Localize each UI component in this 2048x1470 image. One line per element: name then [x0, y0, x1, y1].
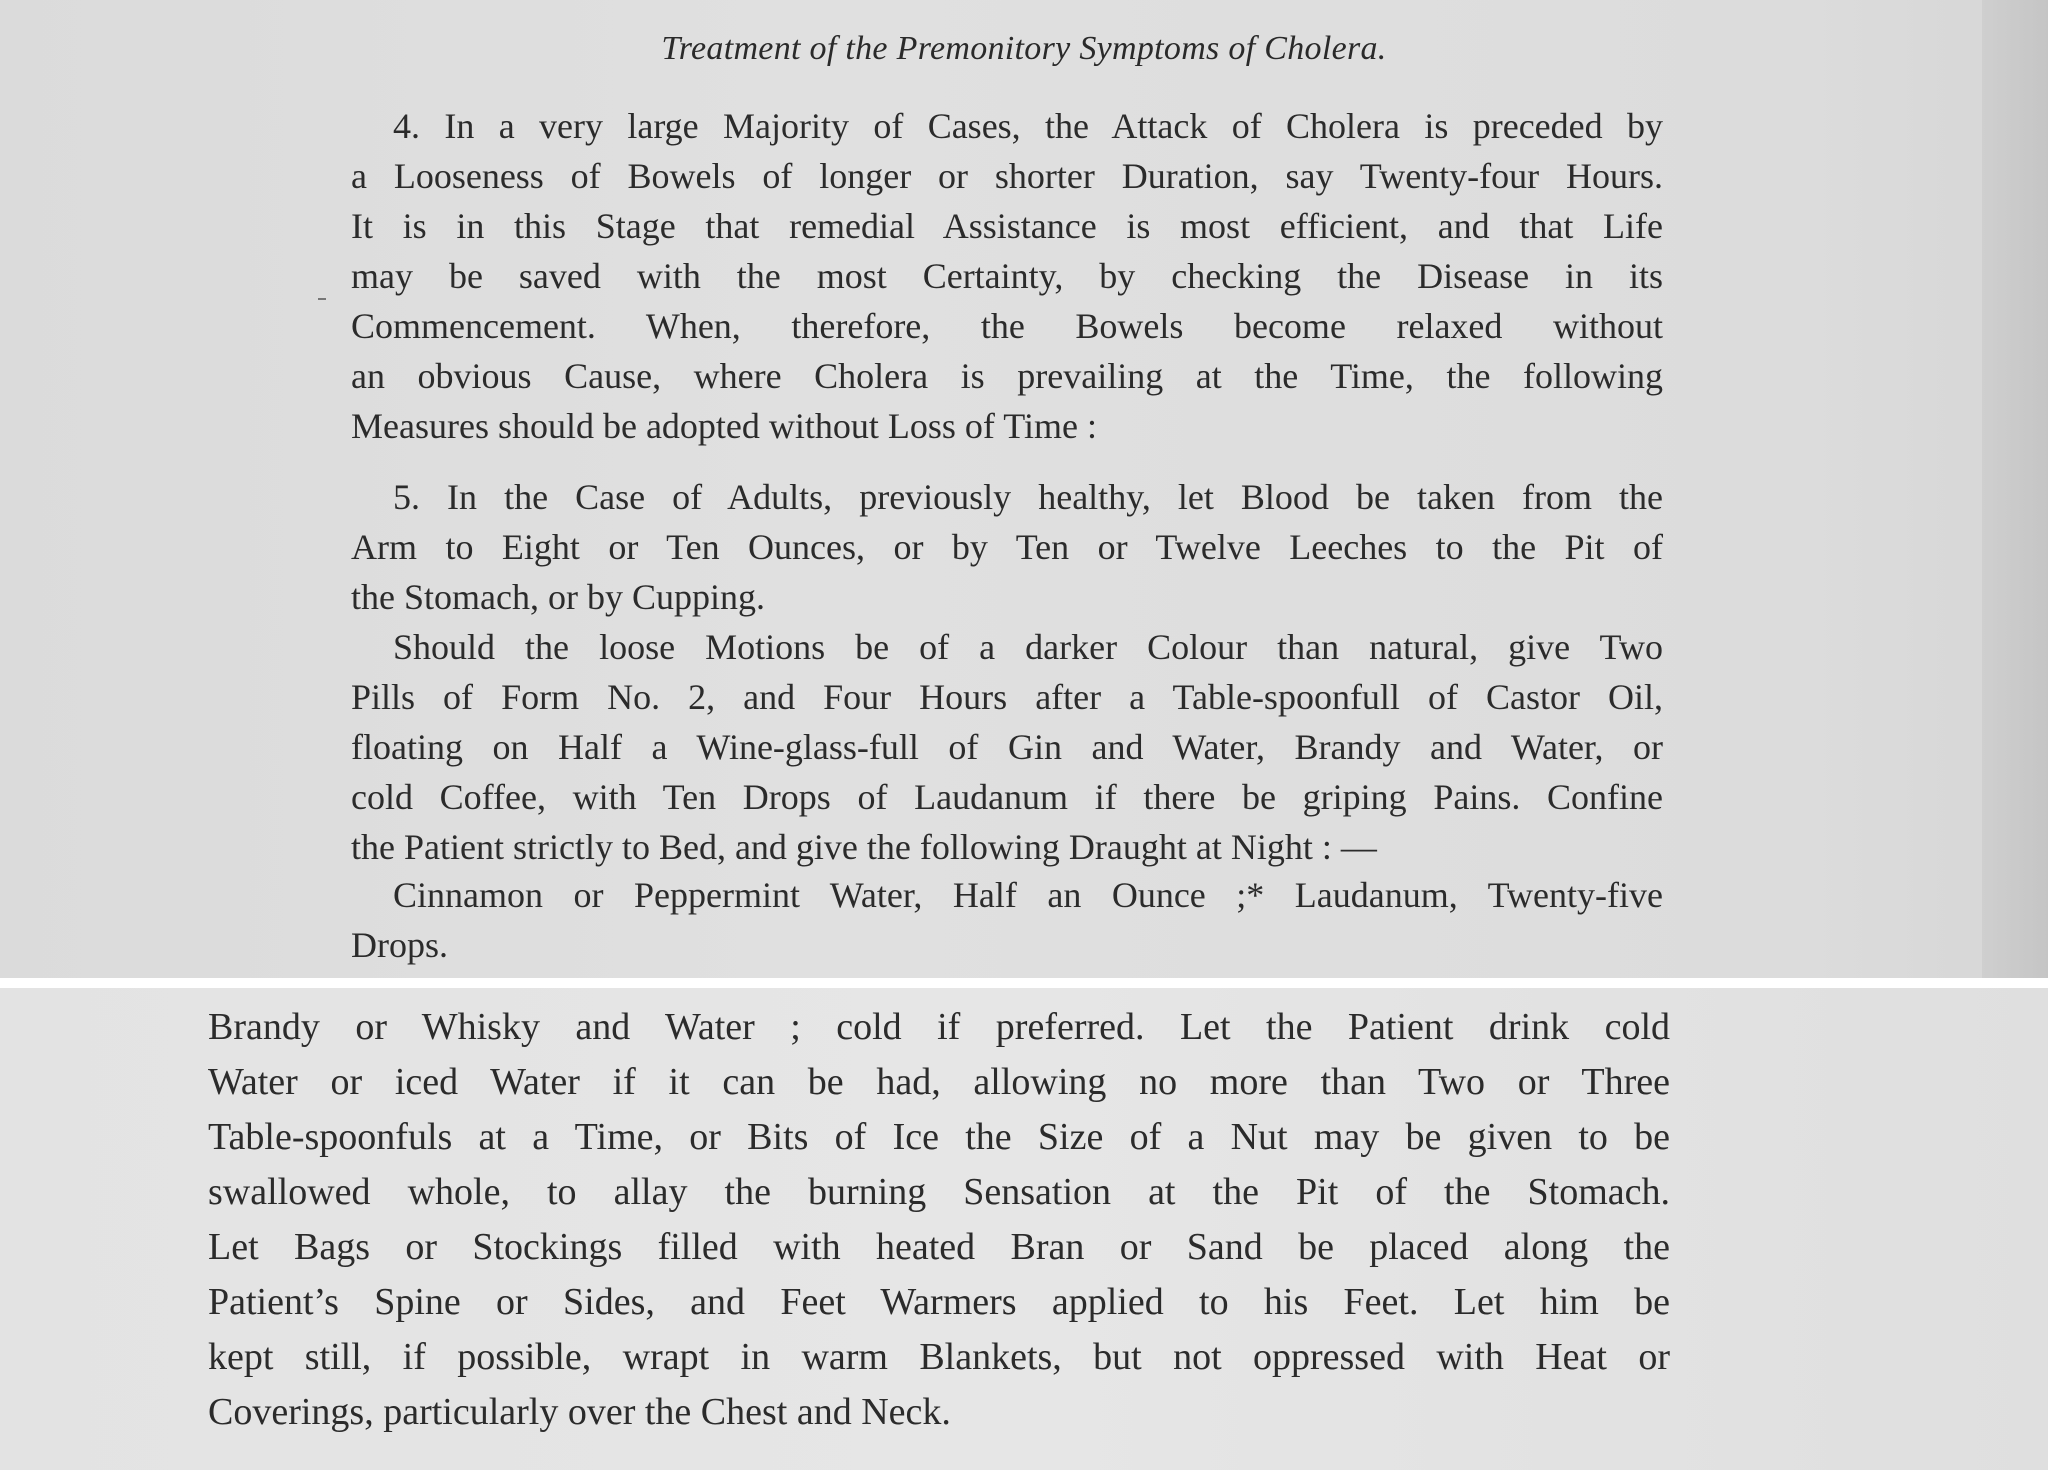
text-line: Let Bags or Stockings filled with heated Bran or Sand be placed along the: [208, 1226, 1670, 1268]
text-line: 5. In the Case of Adults, previously healthy, let Blood be taken from the: [393, 477, 1663, 517]
text-line: It is in this Stage that remedial Assistance is most efficient, and that Life: [351, 206, 1663, 246]
text-line: Pills of Form No. 2, and Four Hours after a Table-spoonfull of Castor Oil,: [351, 677, 1663, 717]
bottom-page-excerpt: [0, 988, 2048, 1470]
text-line: Cinnamon or Peppermint Water, Half an Ounce ;* Laudanum, Twenty-five: [393, 875, 1663, 915]
margin-mark: [318, 298, 326, 300]
text-line: cold Coffee, with Ten Drops of Laudanum if there be griping Pains. Confine: [351, 777, 1663, 817]
paragraph-5: [351, 472, 1663, 622]
page-edge-shadow: [1982, 0, 2048, 978]
text-line: Brandy or Whisky and Water ; cold if preferred. Let the Patient drink cold: [208, 1006, 1670, 1048]
text-line: Should the loose Motions be of a darker Colour than natural, give Two: [393, 627, 1663, 667]
text-line: Arm to Eight or Ten Ounces, or by Ten or Twelve Leeches to the Pit of: [351, 527, 1663, 567]
text-line: swallowed whole, to allay the burning Sensation at the Pit of the Stomach.: [208, 1171, 1670, 1213]
text-line: floating on Half a Wine-glass-full of Gin and Water, Brandy and Water, or: [351, 727, 1663, 767]
paragraph-draught: [351, 870, 1663, 970]
text-line: Patient’s Spine or Sides, and Feet Warmers applied to his Feet. Let him be: [208, 1281, 1670, 1323]
running-head: Treatment of the Premonitory Symptoms of Cholera.: [661, 30, 1387, 67]
text-line: Coverings, particularly over the Chest and Neck.: [208, 1391, 951, 1433]
paragraph-4: [351, 101, 1663, 451]
text-line: the Stomach, or by Cupping.: [351, 577, 765, 617]
paragraph-dark-motions: [351, 622, 1663, 872]
text-line: Measures should be adopted without Loss of Time :: [351, 406, 1097, 446]
text-line: a Looseness of Bowels of longer or shorter Duration, say Twenty-four Hours.: [351, 156, 1663, 196]
text-line: may be saved with the most Certainty, by checking the Disease in its: [351, 256, 1663, 296]
text-line: Table-spoonfuls at a Time, or Bits of Ice the Size of a Nut may be given to be: [208, 1116, 1670, 1158]
text-line: the Patient strictly to Bed, and give the following Draught at Night : —: [351, 827, 1377, 867]
bottom-paragraph: [208, 1000, 1670, 1440]
text-line: 4. In a very large Majority of Cases, the Attack of Cholera is preceded by: [393, 106, 1663, 146]
text-line: Drops.: [351, 925, 448, 965]
excerpt-divider: [0, 978, 2048, 988]
text-line: kept still, if possible, wrapt in warm Blankets, but not oppressed with Heat or: [208, 1336, 1670, 1378]
text-line: Water or iced Water if it can be had, allowing no more than Two or Three: [208, 1061, 1670, 1103]
text-line: an obvious Cause, where Cholera is prevailing at the Time, the following: [351, 356, 1663, 396]
text-line: Commencement. When, therefore, the Bowels become relaxed without: [351, 306, 1663, 346]
